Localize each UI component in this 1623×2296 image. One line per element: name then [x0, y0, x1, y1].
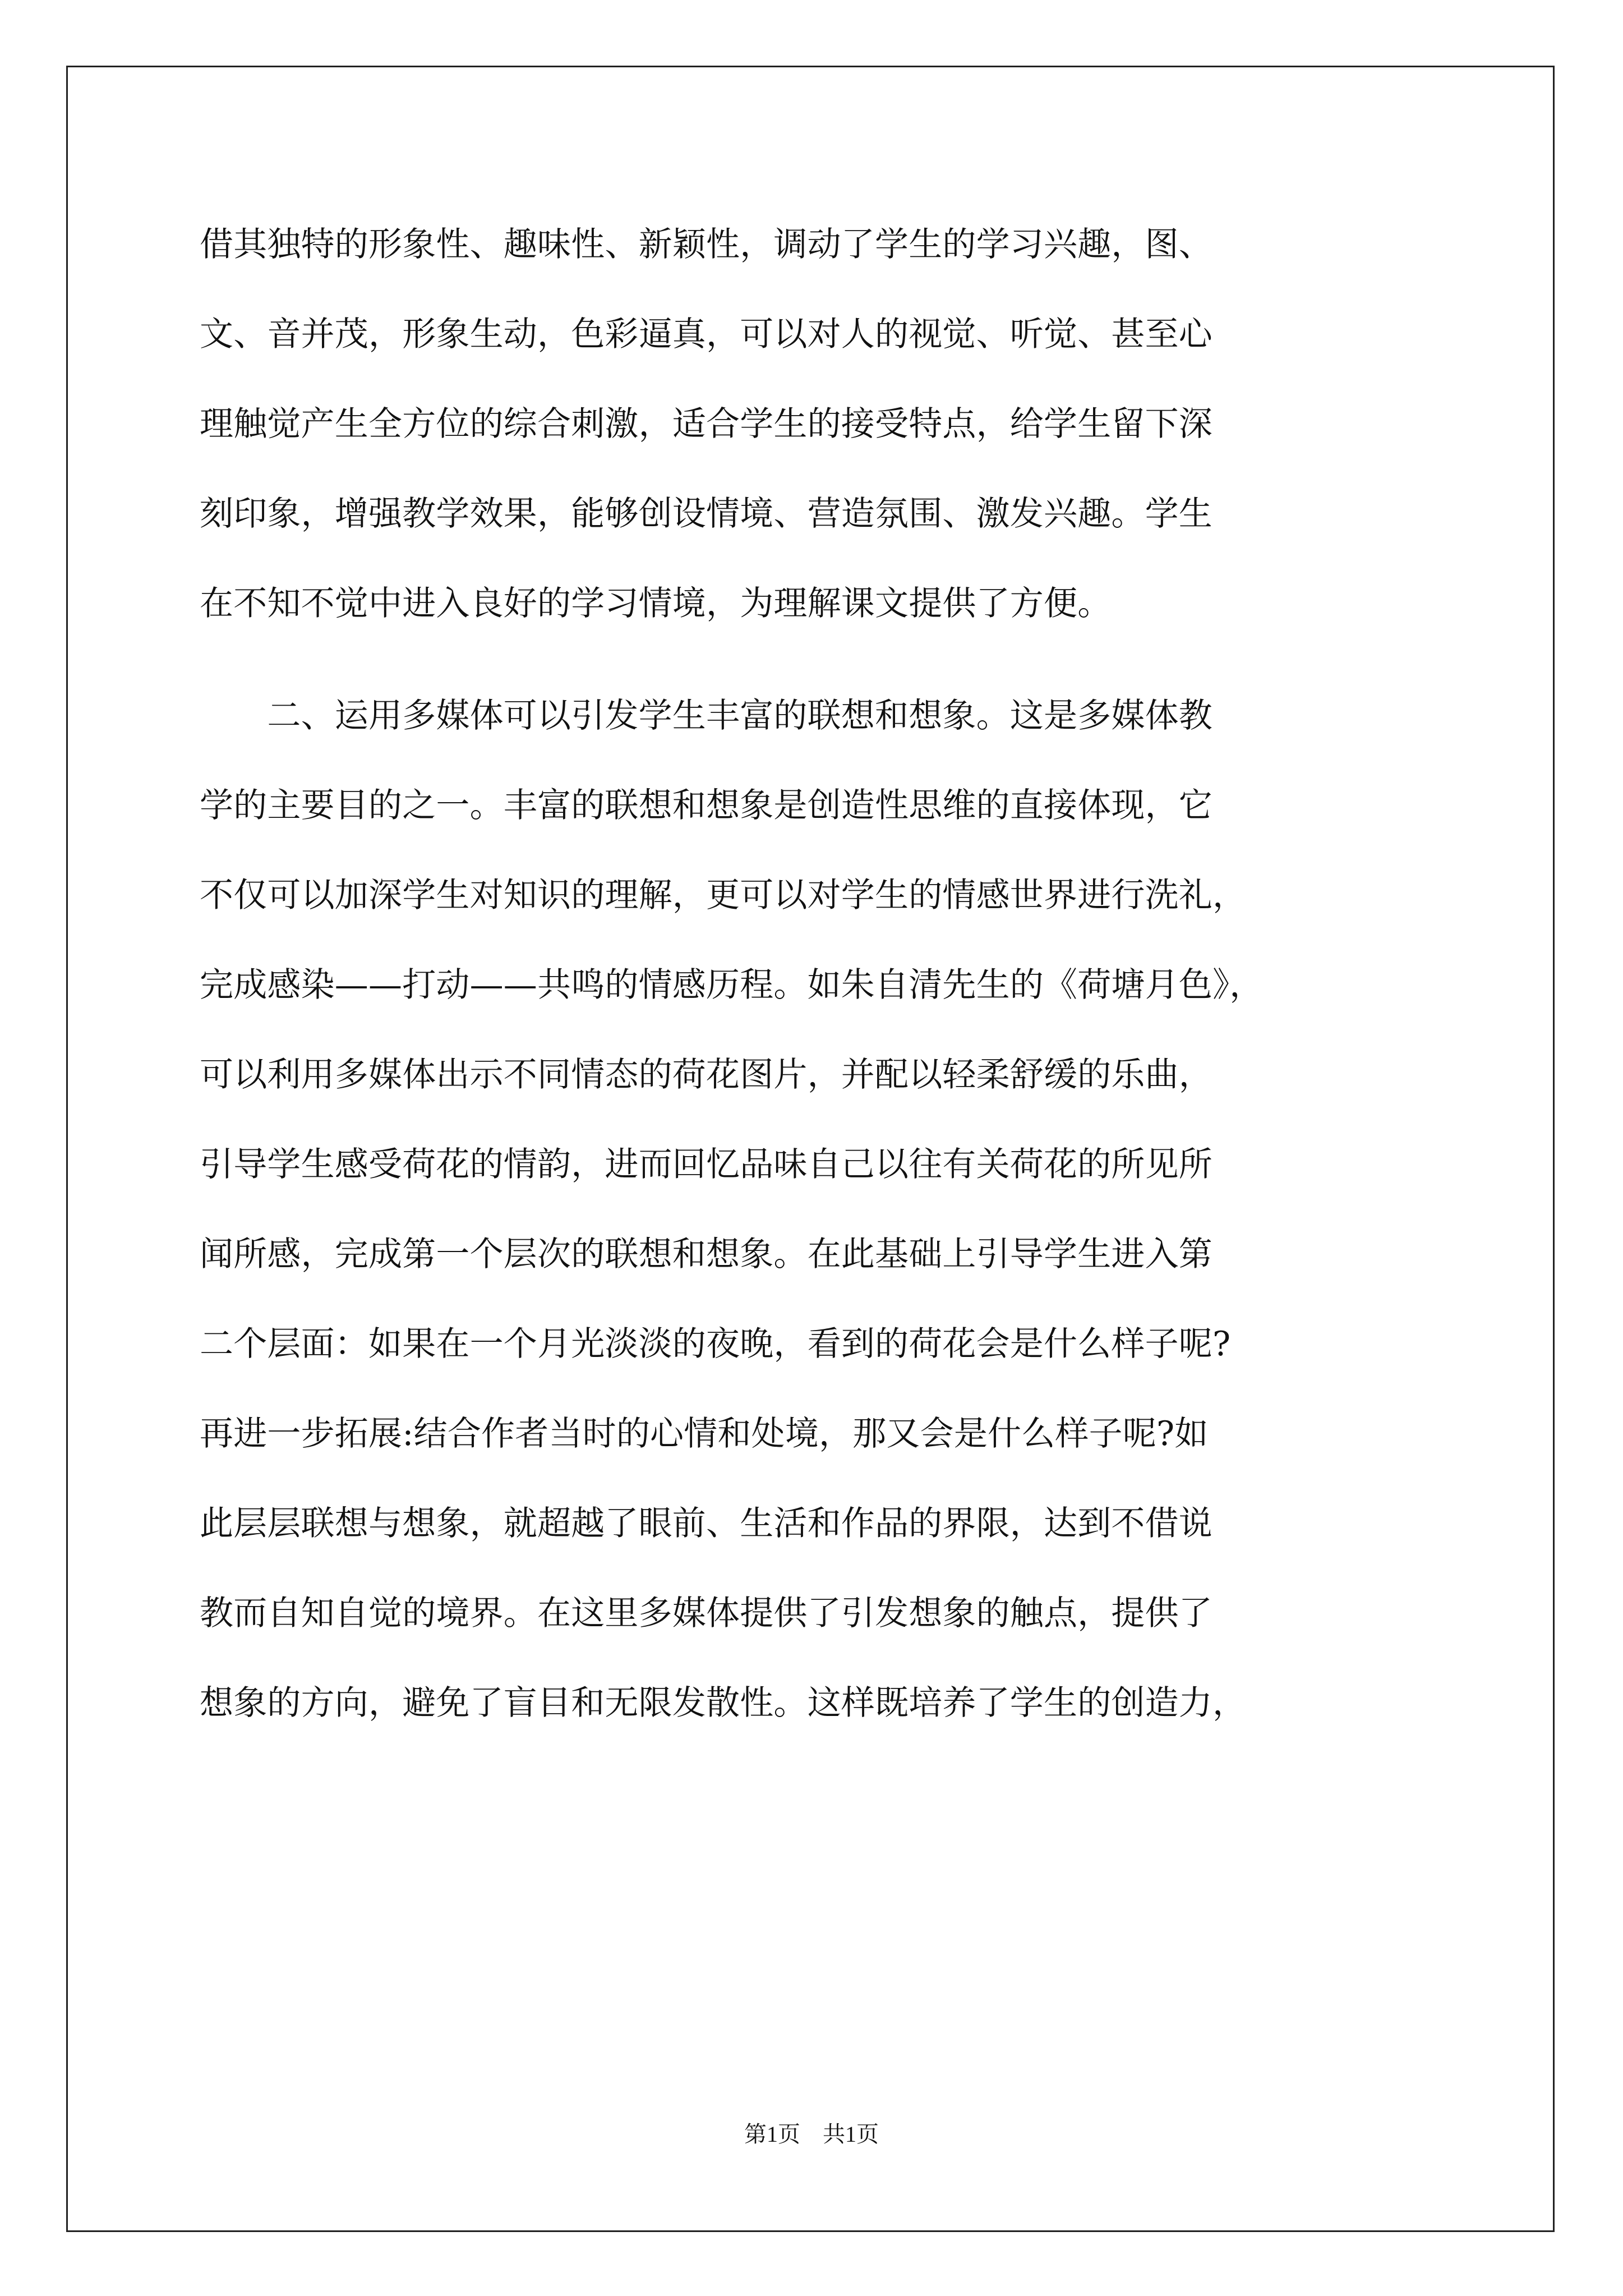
document-body — [200, 0, 1490, 2296]
body-line: 闻所感，完成第一个层次的联想和想象。在此基础上引导学生进入第 — [200, 1235, 1212, 1274]
body-line: 借其独特的形象性、趣味性、新颖性，调动了学生的学习兴趣，图、 — [200, 225, 1212, 264]
body-line: 理触觉产生全方位的综合刺激，适合学生的接受特点，给学生留下深 — [200, 404, 1212, 444]
body-line: 完成感染——打动——共鸣的情感历程。如朱自清先生的《荷塘月色》， — [200, 965, 1264, 1005]
body-line: 刻印象，增强教学效果，能够创设情境、营造氛围、激发兴趣。学生 — [200, 494, 1212, 533]
body-line: 可以利用多媒体出示不同情态的荷花图片，并配以轻柔舒缓的乐曲， — [200, 1055, 1212, 1094]
body-line: 在不知不觉中进入良好的学习情境，为理解课文提供了方便。 — [200, 584, 1112, 623]
body-line: 此层层联想与想象，就超越了眼前、生活和作品的界限，达到不借说 — [200, 1504, 1212, 1543]
body-line: 二、运用多媒体可以引发学生丰富的联想和想象。这是多媒体教 — [200, 696, 1212, 735]
body-line: 教而自知自觉的境界。在这里多媒体提供了引发想象的触点，提供了 — [200, 1594, 1212, 1633]
body-line: 二个层面：如果在一个月光淡淡的夜晚，看到的荷花会是什么样子呢? — [200, 1324, 1231, 1364]
body-line: 引导学生感受荷花的情韵，进而回忆品味自己以往有关荷花的所见所 — [200, 1145, 1212, 1184]
body-line: 再进一步拓展:结合作者当时的心情和处境，那又会是什么样子呢?如 — [200, 1414, 1209, 1453]
body-line: 想象的方向，避免了盲目和无限发散性。这样既培养了学生的创造力， — [200, 1683, 1247, 1723]
body-line: 文、音并茂，形象生动，色彩逼真，可以对人的视觉、听觉、甚至心 — [200, 315, 1212, 354]
body-line: 不仅可以加深学生对知识的理解，更可以对学生的情感世界进行洗礼， — [200, 876, 1247, 915]
body-line: 学的主要目的之一。丰富的联想和想象是创造性思维的直接体现，它 — [200, 786, 1212, 825]
page-footer: 第1页 共1页 — [744, 2122, 879, 2147]
